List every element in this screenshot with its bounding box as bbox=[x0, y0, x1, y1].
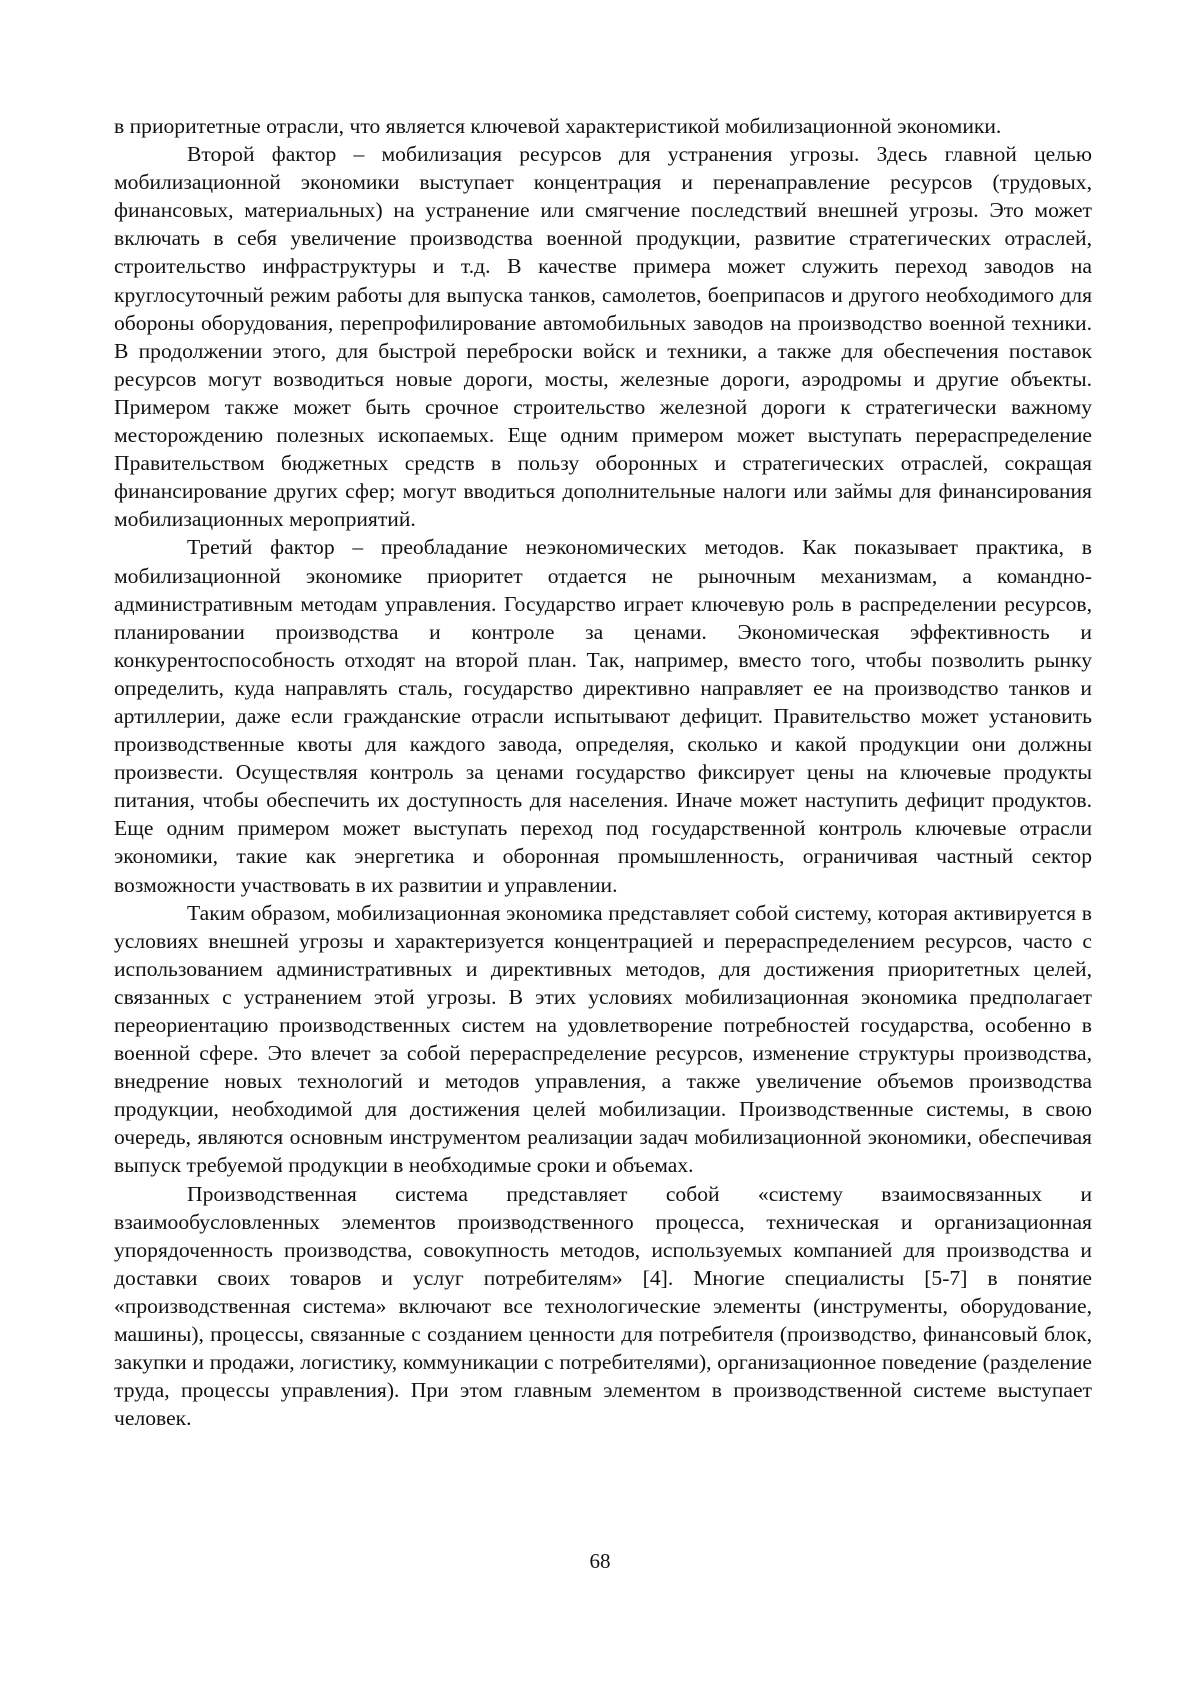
paragraph-continuation: в приоритетные отрасли, что является ключевой характеристикой мобилизационной экономики. bbox=[114, 112, 1092, 140]
paragraph-second-factor: Второй фактор – мобилизация ресурсов для устранения угрозы. Здесь главной целью мобилизационной экономики выступает концентрация и перенаправление ресурсов (трудовых, финансовых, материальных) на устранение или смягчение последствий внешней угрозы. Это может включать в себя увеличение производства военной продукции, развитие стратегических отраслей, строительство инфраструктуры и т.д. В качестве примера может служить переход заводов на круглосуточный режим работы для выпуска танков, самолетов, боеприпасов и другого необходимого для обороны оборудования, перепрофилирование автомобильных заводов на производство военной техники. В продолжении этого, для быстрой переброски войск и техники, а также для обеспечения поставок ресурсов могут возводиться новые дороги, мосты, железные дороги, аэродромы и другие объекты. Примером также может быть срочное строительство железной дороги к стратегически важному месторождению полезных ископаемых. Еще одним примером может выступать перераспределение Правительством бюджетных средств в пользу оборонных и стратегических отраслей, сокращая финансирование других сфер; могут вводиться дополнительные налоги или займы для финансирования мобилизационных мероприятий. bbox=[114, 140, 1092, 533]
paragraph-third-factor: Третий фактор – преобладание неэкономических методов. Как показывает практика, в мобилизационной экономике приоритет отдается не рыночным механизмам, а командно-административным методам управления. Государство играет ключевую роль в распределении ресурсов, планировании производства и контроле за ценами. Экономическая эффективность и конкурентоспособность отходят на второй план. Так, например, вместо того, чтобы позволить рынку определить, куда направлять сталь, государство директивно направляет ее на производство танков и артиллерии, даже если гражданские отрасли испытывают дефицит. Правительство может установить производственные квоты для каждого завода, определяя, сколько и какой продукции они должны произвести. Осуществляя контроль за ценами государство фиксирует цены на ключевые продукты питания, чтобы обеспечить их доступность для населения. Иначе может наступить дефицит продуктов. Еще одним примером может выступать переход под государственной контроль ключевые отрасли экономики, такие как энергетика и оборонная промышленность, ограничивая частный сектор возможности участвовать в их развитии и управлении. bbox=[114, 533, 1092, 898]
paragraph-conclusion: Таким образом, мобилизационная экономика представляет собой систему, которая активируется в условиях внешней угрозы и характеризуется концентрацией и перераспределением ресурсов, часто с использованием административных и директивных методов, для достижения приоритетных целей, связанных с устранением этой угрозы. В этих условиях мобилизационная экономика предполагает переориентацию производственных систем на удовлетворение потребностей государства, особенно в военной сфере. Это влечет за собой перераспределение ресурсов, изменение структуры производства, внедрение новых технологий и методов управления, а также увеличение объемов производства продукции, необходимой для достижения целей мобилизации. Производственные системы, в свою очередь, являются основным инструментом реализации задач мобилизационной экономики, обеспечивая выпуск требуемой продукции в необходимые сроки и объемах. bbox=[114, 899, 1092, 1180]
document-page bbox=[114, 112, 1092, 1432]
paragraph-production-system: Производственная система представляет собой «систему взаимосвязанных и взаимообусловленных элементов производственного процесса, техническая и организационная упорядоченность производства, совокупность методов, используемых компанией для производства и доставки своих товаров и услуг потребителям» [4]. Многие специалисты [5-7] в понятие «производственная система» включают все технологические элементы (инструменты, оборудование, машины), процессы, связанные с созданием ценности для потребителя (производство, финансовый блок, закупки и продажи, логистику, коммуникации с потребителями), организационное поведение (разделение труда, процессы управления). При этом главным элементом в производственной системе выступает человек. bbox=[114, 1180, 1092, 1433]
page-number: 68 bbox=[0, 1547, 1200, 1575]
